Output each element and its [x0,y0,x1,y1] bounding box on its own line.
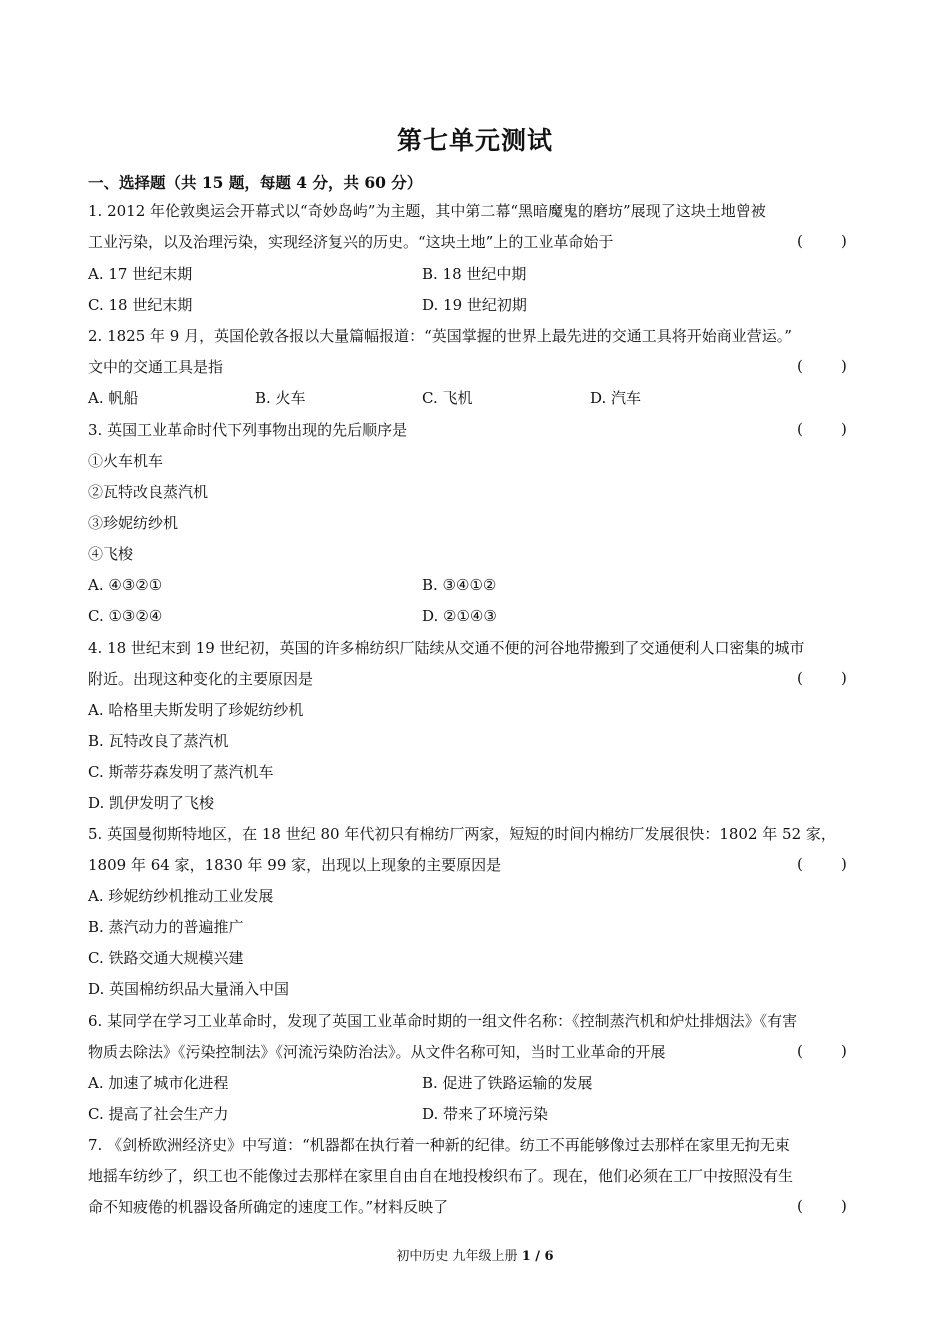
q5-stem-line1: 5. 英国曼彻斯特地区，在 18 世纪 80 年代初只有棉纺厂两家，短短的时间内棉纺厂发展很快：1802 年 52 家， [88,825,836,843]
q5-option-d: D. 英国棉纺织品大量涌入中国 [88,980,290,998]
q5-option-a: A. 珍妮纺纱机推动工业发展 [88,887,274,905]
q2-answer-bracket: ( ) [797,357,847,375]
q1-stem-line2: 工业污染，以及治理污染，实现经济复兴的历史。“这块土地”上的工业革命始于 [88,233,614,251]
q4-stem-line1: 4. 18 世纪末到 19 世纪初，英国的许多棉纺织厂陆续从交通不便的河谷地带搬到了交通便利人口密集的城市 [88,639,805,657]
q3-item-1: ①火车机车 [88,452,164,470]
q4-option-c: C. 斯蒂芬森发明了蒸汽机车 [88,763,274,781]
q3-item-4: ④飞梭 [88,545,134,563]
q2-option-a: A. 帆船 [88,389,139,407]
q2-option-c: C. 飞机 [422,389,473,407]
q3-item-3: ③珍妮纺纱机 [88,514,179,532]
q3-item-2: ②瓦特改良蒸汽机 [88,483,209,501]
q7-stem-line3: 命不知疲倦的机器设备所确定的速度工作。”材料反映了 [88,1198,449,1216]
q3-option-d: D. ②①④③ [422,607,497,625]
q7-stem-line2: 地摇车纺纱了，织工也不能像过去那样在家里自由自在地投梭织布了。现在，他们必须在工厂中按照没有生 [88,1167,794,1185]
q3-option-b: B. ③④①② [422,576,497,594]
q3-option-a: A. ④③②① [88,576,163,594]
q2-option-d: D. 汽车 [590,389,642,407]
q6-option-a: A. 加速了城市化进程 [88,1074,229,1092]
page-title: 第七单元测试 [396,126,553,155]
q7-stem-line1: 7. 《剑桥欧洲经济史》中写道：“机器都在执行着一种新的纪律。纺工不再能够像过去那样在家里无拘无束 [88,1136,790,1154]
q6-option-d: D. 带来了环境污染 [422,1105,549,1123]
q4-stem-line2: 附近。出现这种变化的主要原因是 [88,670,314,688]
q3-option-c: C. ①③②④ [88,607,163,625]
q4-option-b: B. 瓦特改良了蒸汽机 [88,732,229,750]
q1-option-c: C. 18 世纪末期 [88,296,193,314]
q5-option-c: C. 铁路交通大规模兴建 [88,949,244,967]
q2-option-b: B. 火车 [255,389,306,407]
q1-option-a: A. 17 世纪末期 [88,265,193,283]
q6-option-b: B. 促进了铁路运输的发展 [422,1074,593,1092]
q1-option-b: B. 18 世纪中期 [422,265,527,283]
q4-answer-bracket: ( ) [797,669,847,687]
page-footer [0,1245,950,1264]
q2-stem-line1: 2. 1825 年 9 月，英国伦敦各报以大量篇幅报道：“英国掌握的世界上最先进的交通工具将开始商业营运。” [88,327,792,345]
q5-stem-line2: 1809 年 64 家，1830 年 99 家，出现以上现象的主要原因是 [88,856,502,874]
q7-answer-bracket: ( ) [797,1197,847,1215]
section-heading: 一、选择题（共 15 题，每题 4 分，共 60 分） [88,173,423,192]
footer-label: 初中历史 九年级上册 [396,1249,518,1264]
q1-answer-bracket: ( ) [797,232,847,250]
q6-answer-bracket: ( ) [797,1042,847,1060]
q6-option-c: C. 提高了社会生产力 [88,1105,229,1123]
q3-stem-line1: 3. 英国工业革命时代下列事物出现的先后顺序是 [88,421,408,439]
q1-stem-line1: 1. 2012 年伦敦奥运会开幕式以“奇妙岛屿”为主题，其中第二幕“黑暗魔鬼的磨坊”展现了这块土地曾被 [88,202,766,220]
q6-stem-line2: 物质去除法》《污染控制法》《河流污染防治法》。从文件名称可知，当时工业革命的开展 [88,1043,666,1061]
q4-option-d: D. 凯伊发明了飞梭 [88,794,215,812]
q1-option-d: D. 19 世纪初期 [422,296,527,314]
q6-stem-line1: 6. 某同学在学习工业革命时，发现了英国工业革命时期的一组文件名称：《控制蒸汽机和炉灶排烟法》《有害 [88,1012,798,1030]
q2-stem-line2: 文中的交通工具是指 [88,358,224,376]
q5-option-b: B. 蒸汽动力的普遍推广 [88,918,244,936]
page-number: 1 / 6 [521,1249,554,1264]
q4-option-a: A. 哈格里夫斯发明了珍妮纺纱机 [88,701,304,719]
q3-answer-bracket: ( ) [797,420,847,438]
q5-answer-bracket: ( ) [797,855,847,873]
